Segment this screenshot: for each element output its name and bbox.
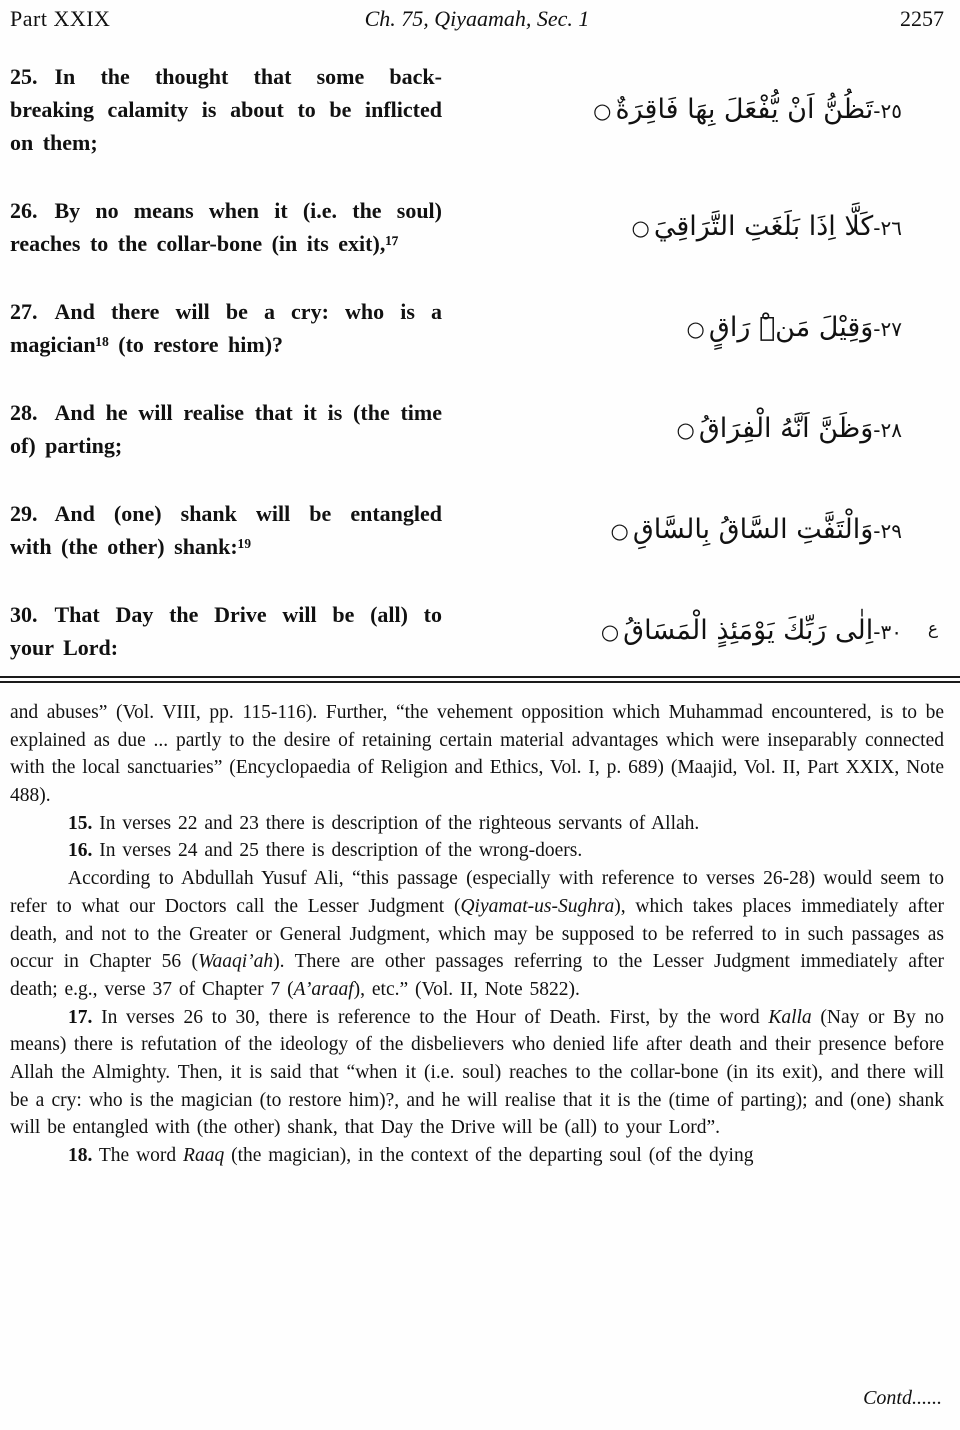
ayah-end-marker: ○ [676,418,695,443]
footnote-16-passage: According to Abdullah Yusuf Ali, “this passage (especially with reference to verses 26-28) would seem to refer to what our Doctors call the Lesser Judgment (Qiyamat-us-Sughra), which takes places immediately after death, and not to the Greater or General Judgment, which may be supposed to be referred to in such passages as occur in Chapter 56 (Waaqi’ah). There are other passages referring to the Lesser Judgment immediately after death; e.g., verse 37 of Chapter 7 (A’araaf), etc.” (Vol. II, Note 5822). [10,868,945,1000]
verse-number: 28. [10,400,38,425]
ayah-end-marker: ○ [631,216,650,241]
ayah-number: ٢٥- [873,98,902,123]
ayah-number: ٢٩- [873,519,902,544]
verse-english [10,194,442,260]
footnotes-section [10,699,944,1170]
verse-english [10,396,442,462]
verse-english [10,497,442,563]
verse-row [10,497,944,563]
page-number: 2257 [900,6,944,31]
verse-english-text: By no means when it (i.e. the soul) reaches to the collar-bone (in its exit),¹⁷ [10,198,442,256]
ayah-number: ٣٠- [873,620,902,645]
chapter-title: Ch. 75, Qiyaamah, Sec. 1 [364,6,590,31]
verse-english-text: And he will realise that it is (the time of) parting; [10,400,442,458]
verse-row [10,60,944,159]
footnote-18: 18. The word Raaq (the magician), in the context of the departing soul (of the dying [68,1145,754,1166]
ayah-text: وَالْتَفَّتِ السَّاقُ بِالسَّاقِ [632,514,874,546]
verse-row [10,396,944,462]
ayah-number: ٢٦- [873,216,902,241]
part-label: Part XXIX [10,6,111,31]
footnote-16: 16. In verses 24 and 25 there is description of the wrong-doers. [68,840,583,862]
verse-english [10,598,442,664]
verse-number: 29. [10,501,38,526]
verse-arabic [442,613,944,648]
ayah-text: تَظُنُّ اَنْ يُّفْعَلَ بِهَا فَاقِرَةٌ [615,93,874,125]
ayah-text: وَظَنَّ اَنَّهُ الْفِرَاقُ [698,413,874,445]
verse-english [10,295,442,361]
footnote-17: 17. In verses 26 to 30, there is reference to the Hour of Death. First, by the word Kalla (Nay or By no means) there is refutation of the ideology of the disbelievers who denied life after death and their presence before Allah the Almighty. Then, it is said that “when it (i.e. soul) reaches to the collar-bone (in its exit), and there will be a cry: who is the magician (to restore him)?, and he will realise that it is the (time of parting); and (one) shank will be entangled with (the other) shank, that Day the Drive will be (all) to your Lord”. [10,1006,944,1139]
verse-row [10,598,944,664]
ayah-end-marker: ○ [593,98,612,123]
verse-row [10,194,944,260]
verse-english-text: That Day the Drive will be (all) to your Lord: [10,602,442,660]
section-separator [0,676,960,683]
verse-english-text: And there will be a cry: who is a magician¹⁸ (to restore him)? [10,299,442,357]
verse-row [10,295,944,361]
ayah-number: ٢٨- [873,418,902,443]
page-header [10,6,944,32]
ayah-text: اِلٰى رَبِّكَ يَوْمَئِذٍ الْمَسَاقُ [623,615,874,647]
ayah-end-marker: ○ [610,519,629,544]
ayah-end-marker: ○ [600,620,620,645]
ayah-text: وَقِيْلَ مَنْۜ رَاقٍ [708,312,874,344]
contd-label: Contd...... [863,1387,942,1409]
verse-number: 26. [10,198,38,223]
ruku-marker: ع [927,619,938,640]
footnote-15: 15. In verses 22 and 23 there is description of the righteous servants of Allah. [68,812,700,834]
verse-arabic [442,209,944,244]
ayah-number: ٢٧- [873,317,902,342]
verse-number: 27. [10,299,38,324]
verse-arabic [442,92,944,127]
verse-number: 30. [10,602,38,627]
verse-english-text: And (one) shank will be entangled with (the other) shank:¹⁹ [10,501,442,559]
verse-arabic [442,411,944,446]
verse-arabic [442,512,944,547]
verses-section [10,60,944,664]
verse-english-text: In the thought that some back-breaking calamity is about to be inflicted on them; [10,64,442,155]
verse-number: 25. [10,64,38,89]
ayah-end-marker: ○ [686,317,705,342]
verse-english [10,60,442,159]
ayah-text: كَلَّا اِذَا بَلَغَتِ التَّرَاقِيَ [653,211,874,243]
footnote-continuation: and abuses” (Vol. VIII, pp. 115-116). Further, “the vehement opposition which Muhammad encountered, is to be explained as due ... partly to the desire of retaining certain material advantages which were inseparably connected with the local sanctuaries” (Encyclopaedia of Religion and Ethics, Vol. I, p. 689) (Maajid, Vol. II, Part XXIX, Note 488). [10,702,944,807]
verse-arabic [442,310,944,345]
